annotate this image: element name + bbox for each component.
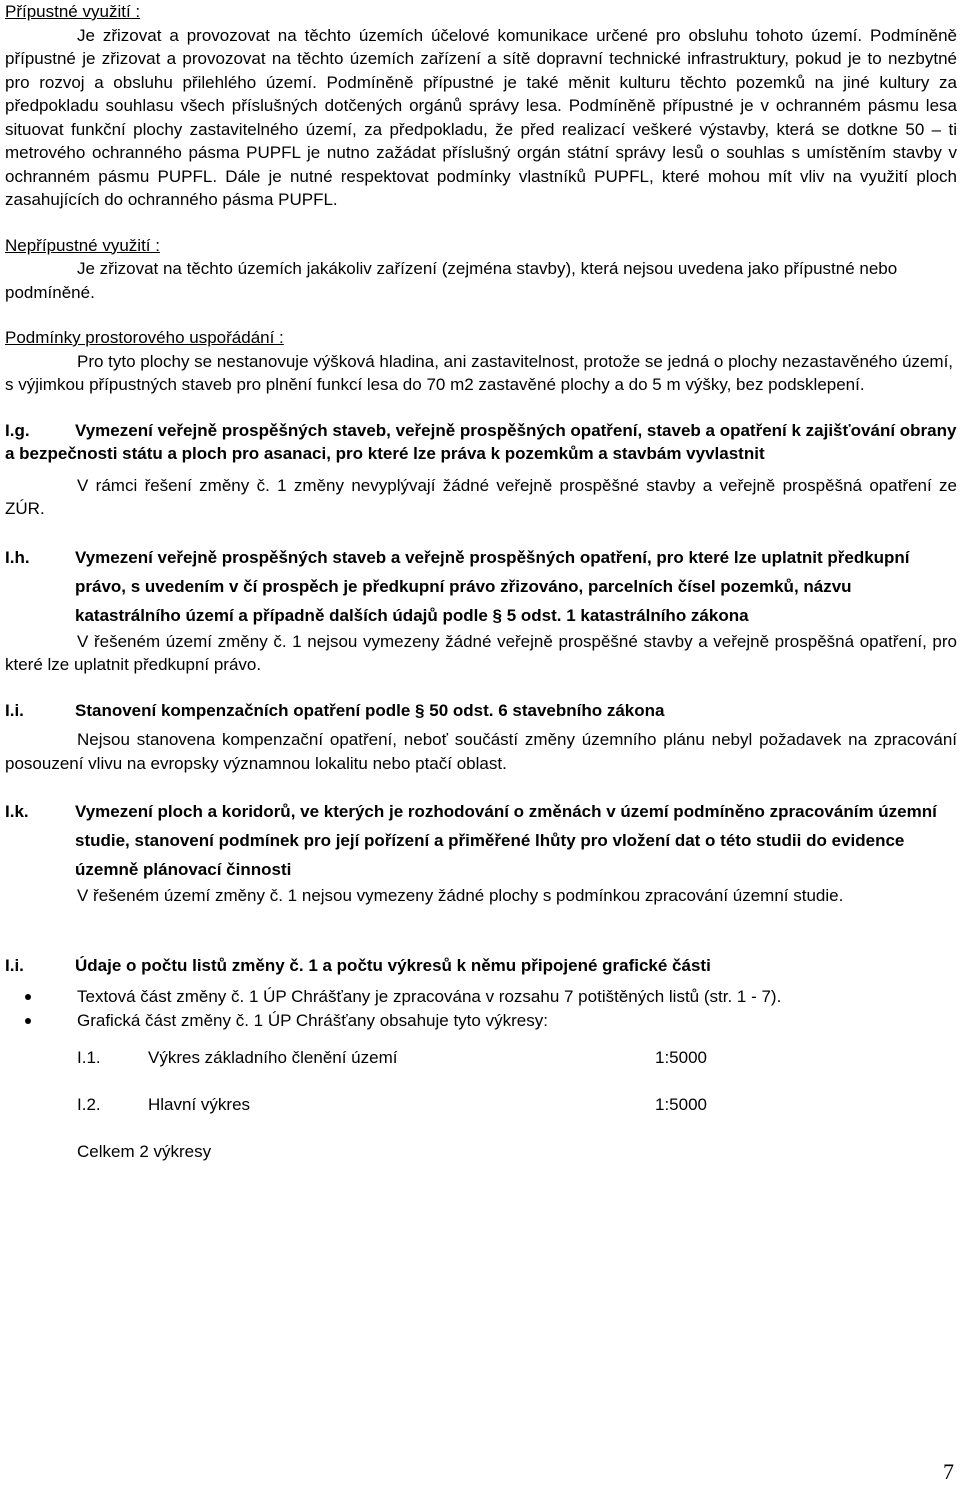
section-heading-spatial: Podmínky prostorového uspořádání :	[5, 328, 284, 347]
drawings-total: Celkem 2 výkresy	[77, 1141, 212, 1161]
section-heading-forbidden: Nepřípustné využití :	[5, 235, 160, 255]
section-ig-heading	[5, 419, 957, 466]
drawings-total-row	[77, 1128, 957, 1175]
section-ih-title: Vymezení veřejně prospěšných staveb a veřejně prospěšných opatření, pro které lze uplatnit předkupní právo, s uvedením v čí prospěch je předkupní právo zřizováno, parcelních čísel pozemků, názvu katastrálního území a případně dalších údajů podle § 5 odst. 1 katastrálního zákona	[75, 547, 910, 625]
section-ik-heading	[5, 797, 957, 884]
paragraph-conditional	[5, 24, 957, 212]
section-ik-title: Vymezení ploch a koridorů, ve kterých je rozhodování o změnách v území podmíněno zpracováním územní studie, stanovení podmínek pro její pořízení a přiměřené lhůty pro vložení dat o této studii do evidence územně plánovací činnosti	[75, 802, 937, 879]
bullet-list	[5, 985, 957, 1032]
drawing-row	[77, 1034, 957, 1081]
section-ig-title: Vymezení veřejně prospěšných staveb, veřejně prospěšných opatření, staveb a opatření k zajišťování obrany a bezpečnosti státu a ploch pro asanaci, pro které lze práva k pozemkům a stavbám vyvlastnit	[5, 420, 957, 463]
drawing-scale: 1:5000	[655, 1047, 707, 1067]
bullet-item-graphic-part: Grafická část změny č. 1 ÚP Chrášťany obsahuje tyto výkresy:	[5, 1009, 957, 1033]
paragraph-conditional-rest: Podmíněně přípustné je zřizovat a provozovat na těchto územích zařízení a sítě dopravní technické infrastruktury, pokud je to nezbytné pro rozvoj a obsluhu přilehlého území. Podmíněně přípustné je také měnit kulturu těchto pozemků na jiné kultury za předpokladu souhlasu všech příslušných dotčených orgánů správy lesa. Podmíněně přípustné je v ochranném pásmu lesa situovat funkční plochy zastavitelného území, za předpokladu, že před realizací veškeré výstavby, která se dotkne 50 – ti metrového ochranného pásma PUPFL je nutno zažádat příslušný orgán státní správy lesů o souhlas s umístěním stavby v ochranném pásmu PUPFL. Dále je nutné respektovat podmínky vlastníků PUPFL, které mohou mít vliv na využití ploch zasahujících do ochranného pásma PUPFL.	[5, 25, 957, 209]
drawings-list	[77, 1034, 957, 1175]
paragraph-forbidden: Je zřizovat na těchto územích jakákoliv zařízení (zejména stavby), která nejsou uvedena jako přípustné nebo podmíněné.	[5, 259, 898, 302]
section-ih-heading	[5, 543, 957, 630]
drawing-row	[77, 1081, 957, 1128]
drawing-code: I.1.	[77, 1047, 101, 1067]
section-il-number: I.i.	[5, 955, 24, 975]
paragraph-ik: V řešeném území změny č. 1 nejsou vymezeny žádné plochy s podmínkou zpracování územní studie.	[77, 886, 844, 905]
page-number: 7	[943, 1459, 954, 1484]
paragraph-ii: Nejsou stanovena kompenzační opatření, neboť součástí změny územního plánu nebyl požadavek na zpracování posouzení vlivu na evropsky významnou lokalitu nebo ptačí oblast.	[5, 730, 957, 773]
drawing-code: I.2.	[77, 1094, 101, 1114]
section-il-title: Údaje o počtu listů změny č. 1 a počtu výkresů k němu připojené grafické části	[75, 955, 711, 975]
section-ii-title: Stanovení kompenzačních opatření podle § 50 odst. 6 stavebního zákona	[75, 700, 665, 720]
drawing-name: Hlavní výkres	[148, 1094, 251, 1114]
paragraph-conditional-first: Je zřizovat a provozovat na těchto územích účelové komunikace určené pro obsluhu tohoto území.	[77, 25, 863, 45]
section-ig-number: I.g.	[5, 420, 30, 440]
bullet-item-text-part: Textová část změny č. 1 ÚP Chrášťany je zpracována v rozsahu 7 potištěných listů (str. 1 - 7).	[5, 985, 957, 1009]
drawing-name: Výkres základního členění území	[148, 1047, 398, 1067]
paragraph-ig: V rámci řešení změny č. 1 změny nevyplývají žádné veřejně prospěšné stavby a veřejně prospěšná opatření ze ZÚR.	[5, 475, 957, 518]
section-ih-number: I.h.	[5, 547, 30, 567]
drawing-scale: 1:5000	[655, 1094, 707, 1114]
section-ik-number: I.k.	[5, 802, 29, 821]
paragraph-spatial: Pro tyto plochy se nestanovuje výšková hladina, ani zastavitelnost, protože se jedná o plochy nezastavěného území, s výjimkou přípustných staveb pro plnění funkcí lesa do 70 m2 zastavěné plochy a do 5 m výšky, bez podsklepení.	[5, 351, 954, 394]
document-page	[5, 0, 957, 1175]
section-ii-number: I.i.	[5, 700, 24, 720]
section-il-heading	[5, 954, 957, 978]
section-heading-conditional: Přípustné využití :	[5, 2, 141, 21]
paragraph-ih: V řešeném území změny č. 1 nejsou vymezeny žádné veřejně prospěšné stavby a veřejně prospěšná opatření, pro které lze uplatnit předkupní právo.	[5, 631, 957, 674]
section-ii-heading	[5, 699, 957, 723]
